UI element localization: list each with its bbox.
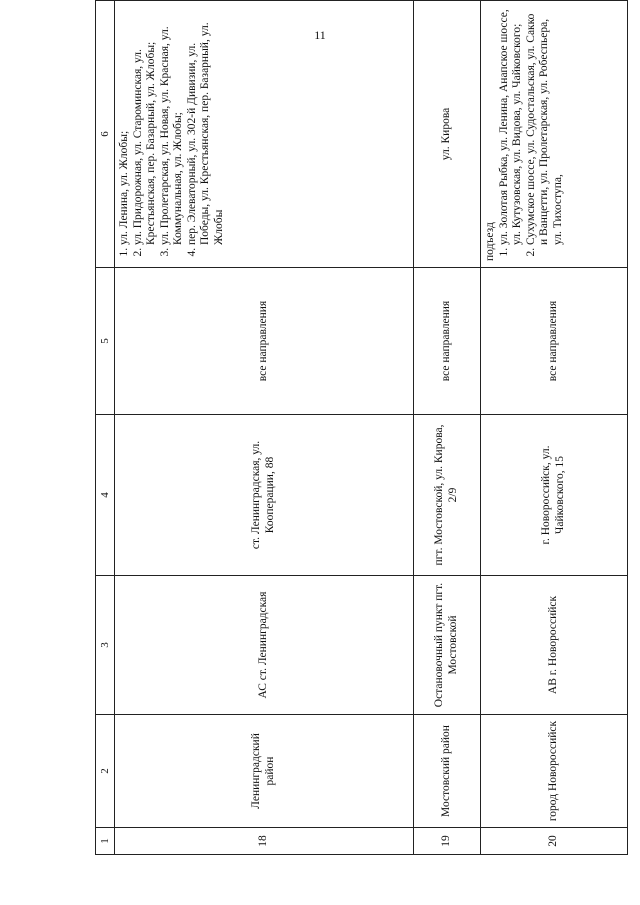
direction-cell: все направления xyxy=(414,268,481,415)
station-cell: АВ г. Новороссийск xyxy=(481,576,628,715)
address-cell: пгт. Мостовской, ул. Кирова, 2/9 xyxy=(414,415,481,576)
district-cell: город Новороссийск xyxy=(481,715,628,828)
routes-lead: подъезд xyxy=(484,222,496,261)
station-cell: АС ст. Ленинградская xyxy=(115,576,414,715)
routes-table xyxy=(95,0,628,855)
routes-cell xyxy=(481,1,628,268)
address-cell: ст. Ленинградская, ул. Кооперации, 88 xyxy=(115,415,414,576)
row-number: 20 xyxy=(481,828,628,855)
header-row xyxy=(96,1,115,855)
table-row xyxy=(115,1,414,855)
station-cell: Остановочный пункт пгт. Мостовской xyxy=(414,576,481,715)
row-number: 18 xyxy=(115,828,414,855)
address-cell: г. Новороссийск, ул. Чайковского, 15 xyxy=(481,415,628,576)
page-number: 11 xyxy=(314,28,326,42)
table-row xyxy=(481,1,628,855)
routes-cell xyxy=(115,1,414,268)
route-item: 1. ул. Ленина, ул. Жлобы; xyxy=(118,7,132,245)
district-cell: Ленинградский район xyxy=(115,715,414,828)
route-item: 4. пер. Элеваторный, ул. 302-й Дивизии, ул. Победы, ул. Крестьянская, пер. Базарный, ул. Жлобы xyxy=(186,7,227,245)
row-number: 19 xyxy=(414,828,481,855)
direction-cell: все направления xyxy=(115,268,414,415)
header-col-2: 2 xyxy=(96,715,115,828)
header-col-3: 3 xyxy=(96,576,115,715)
direction-cell: все направления xyxy=(481,268,628,415)
district-cell: Мостовский район xyxy=(414,715,481,828)
header-col-5: 5 xyxy=(96,268,115,415)
header-col-6: 6 xyxy=(96,1,115,268)
route-item: 3. ул. Пролетарская, ул. Новая, ул. Красная, ул. Коммунальная, ул. Жлобы; xyxy=(159,7,186,245)
route-item: 2. Сухумское шоссе, ул. Судостальская, ул. Сакко и Ванцетти, ул. Пролетарская, ул. Робеспьера, ул. Тихоступа, xyxy=(525,7,566,245)
header-col-4: 4 xyxy=(96,415,115,576)
route-item: 2. ул. Придорожная, ул. Староминская, ул. Крестьянская, пер. Базарный, ул. Жлобы; xyxy=(132,7,159,245)
routes-list xyxy=(118,7,227,261)
route-item: 1. ул. Золотая Рыбка, ул. Ленина, Анапское шоссе, ул. Кутузовская, ул. Видова, ул. Чайковского; xyxy=(498,7,525,245)
table-row xyxy=(414,1,481,855)
routes-cell: ул. Кирова xyxy=(414,1,481,268)
header-col-1: 1 xyxy=(96,828,115,855)
routes-list xyxy=(498,7,566,261)
